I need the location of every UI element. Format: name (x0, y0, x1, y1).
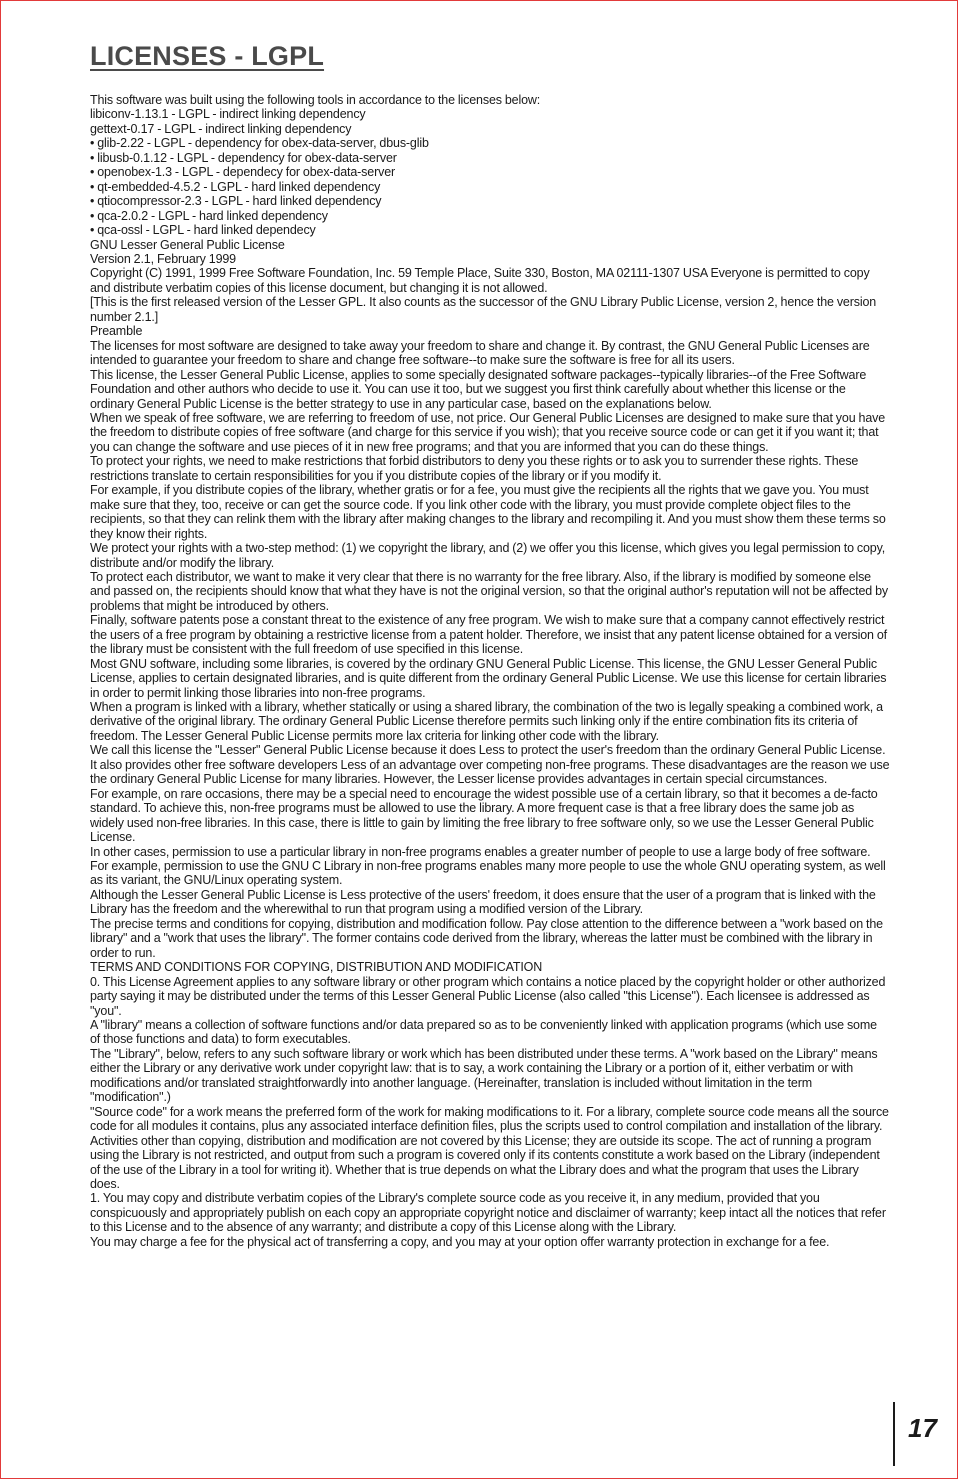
tool-item-qtiocompressor: • qtiocompressor-2.3 - LGPL - hard linked dependency (90, 194, 382, 209)
license-paragraph: Activities other than copying, distribution and modification are not covered by this License; they are outside its scope. The act of running a program using the Library is not restricted, and output from such a program is covered only if its contents constitute a work based on the Library (independent of the use of the Library in a tool for writing it). Whether that is true depends on what the Library does and what the program that uses the Library does. (90, 1133, 880, 1191)
page-number-divider (893, 1402, 895, 1466)
license-paragraph: A "library" means a collection of software functions and/or data prepared so as to be conveniently linked with application programs (which use some of those functions and data) to form executables. (90, 1018, 877, 1047)
license-paragraph: For example, on rare occasions, there may be a special need to encourage the widest possible use of a certain library, so that it becomes a de-facto standard. To achieve this, non-free programs must be allowed to use the library. A more frequent case is that a free library does the same job as widely used non-free libraries. In this case, there is little to gain by limiting the free library to free software only, so we use the Lesser General Public License. (90, 786, 878, 845)
license-paragraph: We call this license the "Lesser" General Public License because it does Less to protect the user's freedom than the ordinary General Public License. It also provides other free software developers Less of an advantage over competing non-free programs. These disadvantages are the reason we use the ordinary General Public License for many libraries. However, the Lesser license provides advantages in certain special circumstances. (90, 743, 890, 787)
tool-item-openobex: • openobex-1.3 - LGPL - dependecy for obex-data-server (90, 165, 396, 180)
license-paragraph: When we speak of free software, we are referring to freedom of use, not price. Our General Public Licenses are designed to make sure that you have the freedom to distribute copies of free software (and charge for this service if you wish); that you receive source code or can get it if you want it; that you can change the software and use pieces of it in new free programs; and that you are informed that you can do these things. (90, 410, 886, 454)
license-paragraph: Copyright (C) 1991, 1999 Free Software Foundation, Inc. 59 Temple Place, Suite 330, Boston, MA 02111-1307 USA Everyone is permitted to copy and distribute verbatim copies of this license document, but changing it is not allowed. (90, 266, 870, 295)
tool-item-gettext: gettext-0.17 - LGPL - indirect linking dependency (90, 121, 352, 136)
license-paragraph: In other cases, permission to use a particular library in non-free programs enables a greater number of people to use a large body of free software. For example, permission to use the GNU C Library in non-free programs enables many more people to use the whole GNU operating system, as well as its variant, the GNU/Linux operating system. (90, 844, 886, 888)
section-heading: Preamble (90, 324, 143, 339)
tool-item-qt-embedded: • qt-embedded-4.5.2 - LGPL - hard linked dependency (90, 179, 381, 194)
license-paragraph: Although the Lesser General Public License is Less protective of the users' freedom, it does ensure that the user of a program that is linked with the Library has the freedom and the wherewithal to run that program using a modified version of the Library. (90, 887, 876, 917)
license-paragraph: To protect your rights, we need to make restrictions that forbid distributors to deny you these rights or to ask you to surrender these rights. These restrictions translate to certain responsibilities for you if you distribute copies of the library or if you modify it. (90, 454, 859, 483)
license-paragraph: "Source code" for a work means the preferred form of the work for making modifications to it. For a library, complete source code means all the source code for all modules it contains, plus any associated interface definition files, plus the scripts used to control compilation and installation of the library. (90, 1104, 889, 1134)
tool-item-qca-ossl: • qca-ossl - LGPL - hard linked dependecy (90, 223, 316, 238)
license-paragraph: 1. You may copy and distribute verbatim copies of the Library's complete source code as you receive it, in any medium, provided that you conspicuously and appropriately publish on each copy an appropriate copyright notice and disclaimer of warranty; keep intact all the notices that refer to this License and to the absence of any warranty; and distribute a copy of this License along with the Library. (90, 1191, 886, 1235)
tool-item-libusb: • libusb-0.1.12 - LGPL - dependency for obex-data-server (90, 150, 397, 165)
license-paragraph: When a program is linked with a library, whether statically or using a shared library, the combination of the two is legally speaking a combined work, a derivative of the original library. The ordinary General Public License therefore permits such linking only if the entire combination fits its criteria of freedom. The Lesser General Public License permits more lax criteria for linking other code with the library. (90, 700, 883, 743)
license-name: GNU Lesser General Public License (90, 237, 285, 252)
license-paragraph: This license, the Lesser General Public License, applies to some specially designated software packages--typically libraries--of the Free Software Foundation and other authors who decide to use it. You can use it too, but we suggest you first think carefully about whether this license or the ordinary General Public License is the better strategy to use in any particular case, based on the explanations below. (90, 367, 867, 411)
license-paragraph: The "Library", below, refers to any such software library or work which has been distributed under these terms. A "work based on the Library" means either the Library or any derivative work under copyright law: that is to say, a work containing the Library or a portion of it, either verbatim or with modifications and/or translated straightforwardly into another language. (Hereinafter, translation is included without limitation in the term "modification".) (90, 1046, 878, 1105)
license-paragraph: 0. This License Agreement applies to any software library or other program which contains a notice placed by the copyright holder or other authorized party saying it may be distributed under the terms of this Lesser General Public License (also called "this License"). Each licensee is addressed as "you". (90, 974, 886, 1018)
license-paragraph: To protect each distributor, we want to make it very clear that there is no warranty for the free library. Also, if the library is modified by someone else and passed on, the recipients should know that what they have is not the original version, so that the original author's reputation will not be affected by problems that might be introduced by others. (90, 569, 889, 613)
license-paragraph: We protect your rights with a two-step method: (1) we copyright the library, and (2) we offer you this license, which gives you legal permission to copy, distribute and/or modify the library. (90, 541, 886, 570)
section-heading: TERMS AND CONDITIONS FOR COPYING, DISTRIBUTION AND MODIFICATION (90, 960, 543, 975)
tool-item-libiconv: libiconv-1.13.1 - LGPL - indirect linking dependency (90, 107, 366, 122)
license-paragraph: [This is the first released version of the Lesser GPL. It also counts as the successor of the GNU Library Public License, version 2, hence the version number 2.1.] (90, 295, 877, 324)
page-number: 17 (908, 1413, 937, 1443)
license-version: Version 2.1, February 1999 (90, 251, 236, 266)
license-paragraph: Most GNU software, including some libraries, is covered by the ordinary GNU General Public License. This license, the GNU Lesser General Public License, applies to certain designated libraries, and is quite different from the ordinary General Public License. We use this license for certain libraries in order to permit linking those libraries into non-free programs. (90, 656, 887, 700)
license-paragraph: Finally, software patents pose a constant threat to the existence of any free program. We wish to make sure that a company cannot effectively restrict the users of a free program by obtaining a restrictive license from a patent holder. Therefore, we insist that any patent license obtained for a version of the library must be consistent with the full freedom of use specified in this license. (90, 613, 887, 657)
page-title: LICENSES - LGPL (90, 41, 325, 71)
tool-item-qca: • qca-2.0.2 - LGPL - hard linked dependency (90, 208, 328, 223)
tool-item-glib: • glib-2.22 - LGPL - dependency for obex-data-server, dbus-glib (90, 136, 429, 151)
intro-line: This software was built using the following tools in accordance to the licenses below: (90, 93, 541, 107)
license-paragraph: The precise terms and conditions for copying, distribution and modification follow. Pay close attention to the difference between a "work based on the library" and a "work that uses the library". The former contains code derived from the library, whereas the latter must be combined with the library in order to run. (90, 916, 883, 960)
license-paragraph: You may charge a fee for the physical act of transferring a copy, and you may at your option offer warranty protection in exchange for a fee. (90, 1234, 830, 1249)
license-paragraph: The licenses for most software are designed to take away your freedom to share and change it. By contrast, the GNU General Public Licenses are intended to guarantee your freedom to share and change free software--to make sure the software is free for all its users. (90, 338, 870, 368)
license-paragraph: For example, if you distribute copies of the library, whether gratis or for a fee, you must give the recipients all the rights that we gave you. You must make sure that they, too, receive or can get the source code. If you link other code with the library, you must provide complete object files to the recipients, so that they can relink them with the library after making changes to the library and recompiling it. And you must show them these terms so they know their rights. (90, 483, 886, 541)
license-text (90, 93, 890, 1249)
